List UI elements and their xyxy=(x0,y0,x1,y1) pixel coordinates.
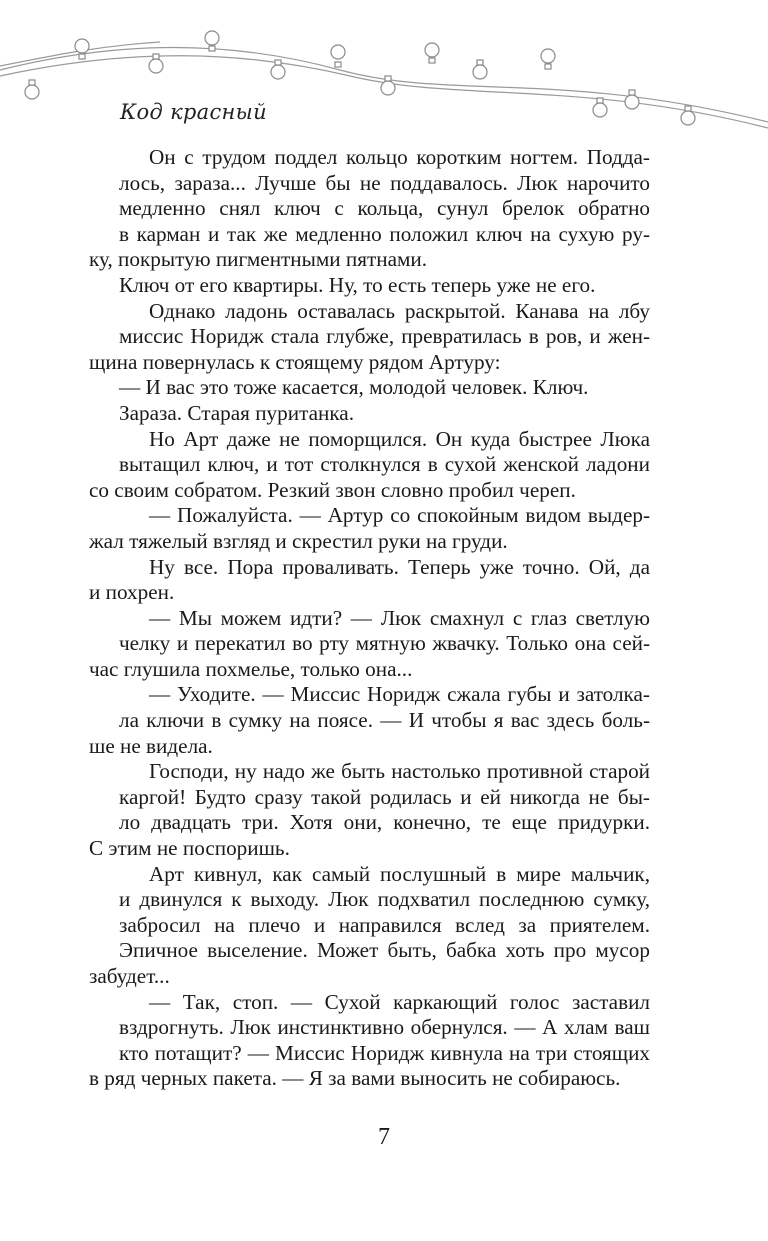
text-line: — И вас это тоже касается, молодой человек. Ключ. xyxy=(119,375,589,400)
body-text xyxy=(89,145,650,1092)
paragraph xyxy=(89,555,650,606)
text-line: миссис Норидж стала глубже, превратилась в ров, и жен- xyxy=(119,324,650,349)
text-line: — Уходите. — Миссис Норидж сжала губы и затолка- xyxy=(149,682,650,707)
paragraph xyxy=(89,862,650,990)
text-line: и похрен. xyxy=(89,580,175,605)
paragraph xyxy=(89,990,650,1092)
text-line: — Мы можем идти? — Люк смахнул с глаз светлую xyxy=(149,605,650,630)
text-line: щина повернулась к стоящему рядом Артуру: xyxy=(89,349,501,374)
text-line: Но Арт даже не поморщился. Он куда быстрее Люка xyxy=(149,426,650,451)
text-line: Господи, ну надо же быть настолько противной старой xyxy=(149,759,650,784)
page-number: 7 xyxy=(378,1124,390,1150)
text-line: в карман и так же медленно положил ключ на сухую ру- xyxy=(119,221,650,246)
text-line: Зараза. Старая пуританка. xyxy=(119,400,354,425)
text-line: ла ключи в сумку на поясе. — И чтобы я вас здесь боль- xyxy=(119,708,650,733)
text-line: С этим не поспоришь. xyxy=(89,836,290,861)
paragraph xyxy=(89,145,650,273)
paragraph xyxy=(89,606,650,683)
text-line: лось, зараза... Лучше бы не поддавалось. Люк нарочито xyxy=(119,170,650,195)
string-lights-icon xyxy=(0,0,768,140)
text-line: ку, покрытую пигментными пятнами. xyxy=(89,247,428,272)
text-line: в ряд черных пакета. — Я за вами выносить не собираюсь. xyxy=(89,1066,621,1091)
paragraph xyxy=(89,427,650,504)
text-line: со своим собратом. Резкий звон словно пробил череп. xyxy=(89,477,576,502)
paragraph xyxy=(89,503,650,554)
text-line: Он с трудом поддел кольцо коротким ногтем. Подда- xyxy=(149,145,650,169)
text-line: Эпичное выселение. Может быть, бабка хоть про мусор xyxy=(119,938,650,963)
text-line: Ключ от его квартиры. Ну, то есть теперь уже не его. xyxy=(119,272,596,297)
text-line: ло двадцать три. Хотя они, конечно, те еще придурки. xyxy=(119,810,650,835)
text-line: — Пожалуйста. — Артур со спокойным видом выдер- xyxy=(149,503,650,528)
text-line: вздрогнуть. Люк инстинктивно обернулся. — А хлам ваш xyxy=(119,1015,650,1040)
text-line: Арт кивнул, как самый послушный в мире мальчик, xyxy=(149,861,650,886)
paragraph xyxy=(89,401,650,427)
text-line: час глушила похмелье, только она... xyxy=(89,656,413,681)
text-line: вытащил ключ, и тот столкнулся в сухой женской ладони xyxy=(119,452,650,477)
text-line: медленно снял ключ с кольца, сунул брелок обратно xyxy=(119,196,650,221)
text-line: челку и перекатил во рту мятную жвачку. Только она сей- xyxy=(119,631,650,656)
text-line: Ну все. Пора проваливать. Теперь уже точно. Ой, да xyxy=(149,554,650,579)
text-line: забросил на плечо и направился вслед за приятелем. xyxy=(119,912,650,937)
paragraph xyxy=(89,759,650,861)
paragraph xyxy=(89,375,650,401)
paragraph xyxy=(89,299,650,376)
paragraph xyxy=(89,682,650,759)
running-head: Код красный xyxy=(120,100,267,124)
text-line: и двинулся к выходу. Люк подхватил последнюю сумку, xyxy=(119,887,650,912)
text-line: забудет... xyxy=(89,964,170,988)
text-line: — Так, стоп. — Сухой каркающий голос заставил xyxy=(149,989,650,1014)
text-line: ше не видела. xyxy=(89,733,213,758)
text-line: кто потащит? — Миссис Норидж кивнула на три стоящих xyxy=(119,1040,650,1065)
paragraph xyxy=(89,273,650,299)
text-line: Однако ладонь оставалась раскрытой. Канава на лбу xyxy=(149,298,650,323)
text-line: каргой! Будто сразу такой родилась и ей никогда не бы- xyxy=(119,784,650,809)
text-line: жал тяжелый взгляд и скрестил руки на груди. xyxy=(89,528,508,553)
